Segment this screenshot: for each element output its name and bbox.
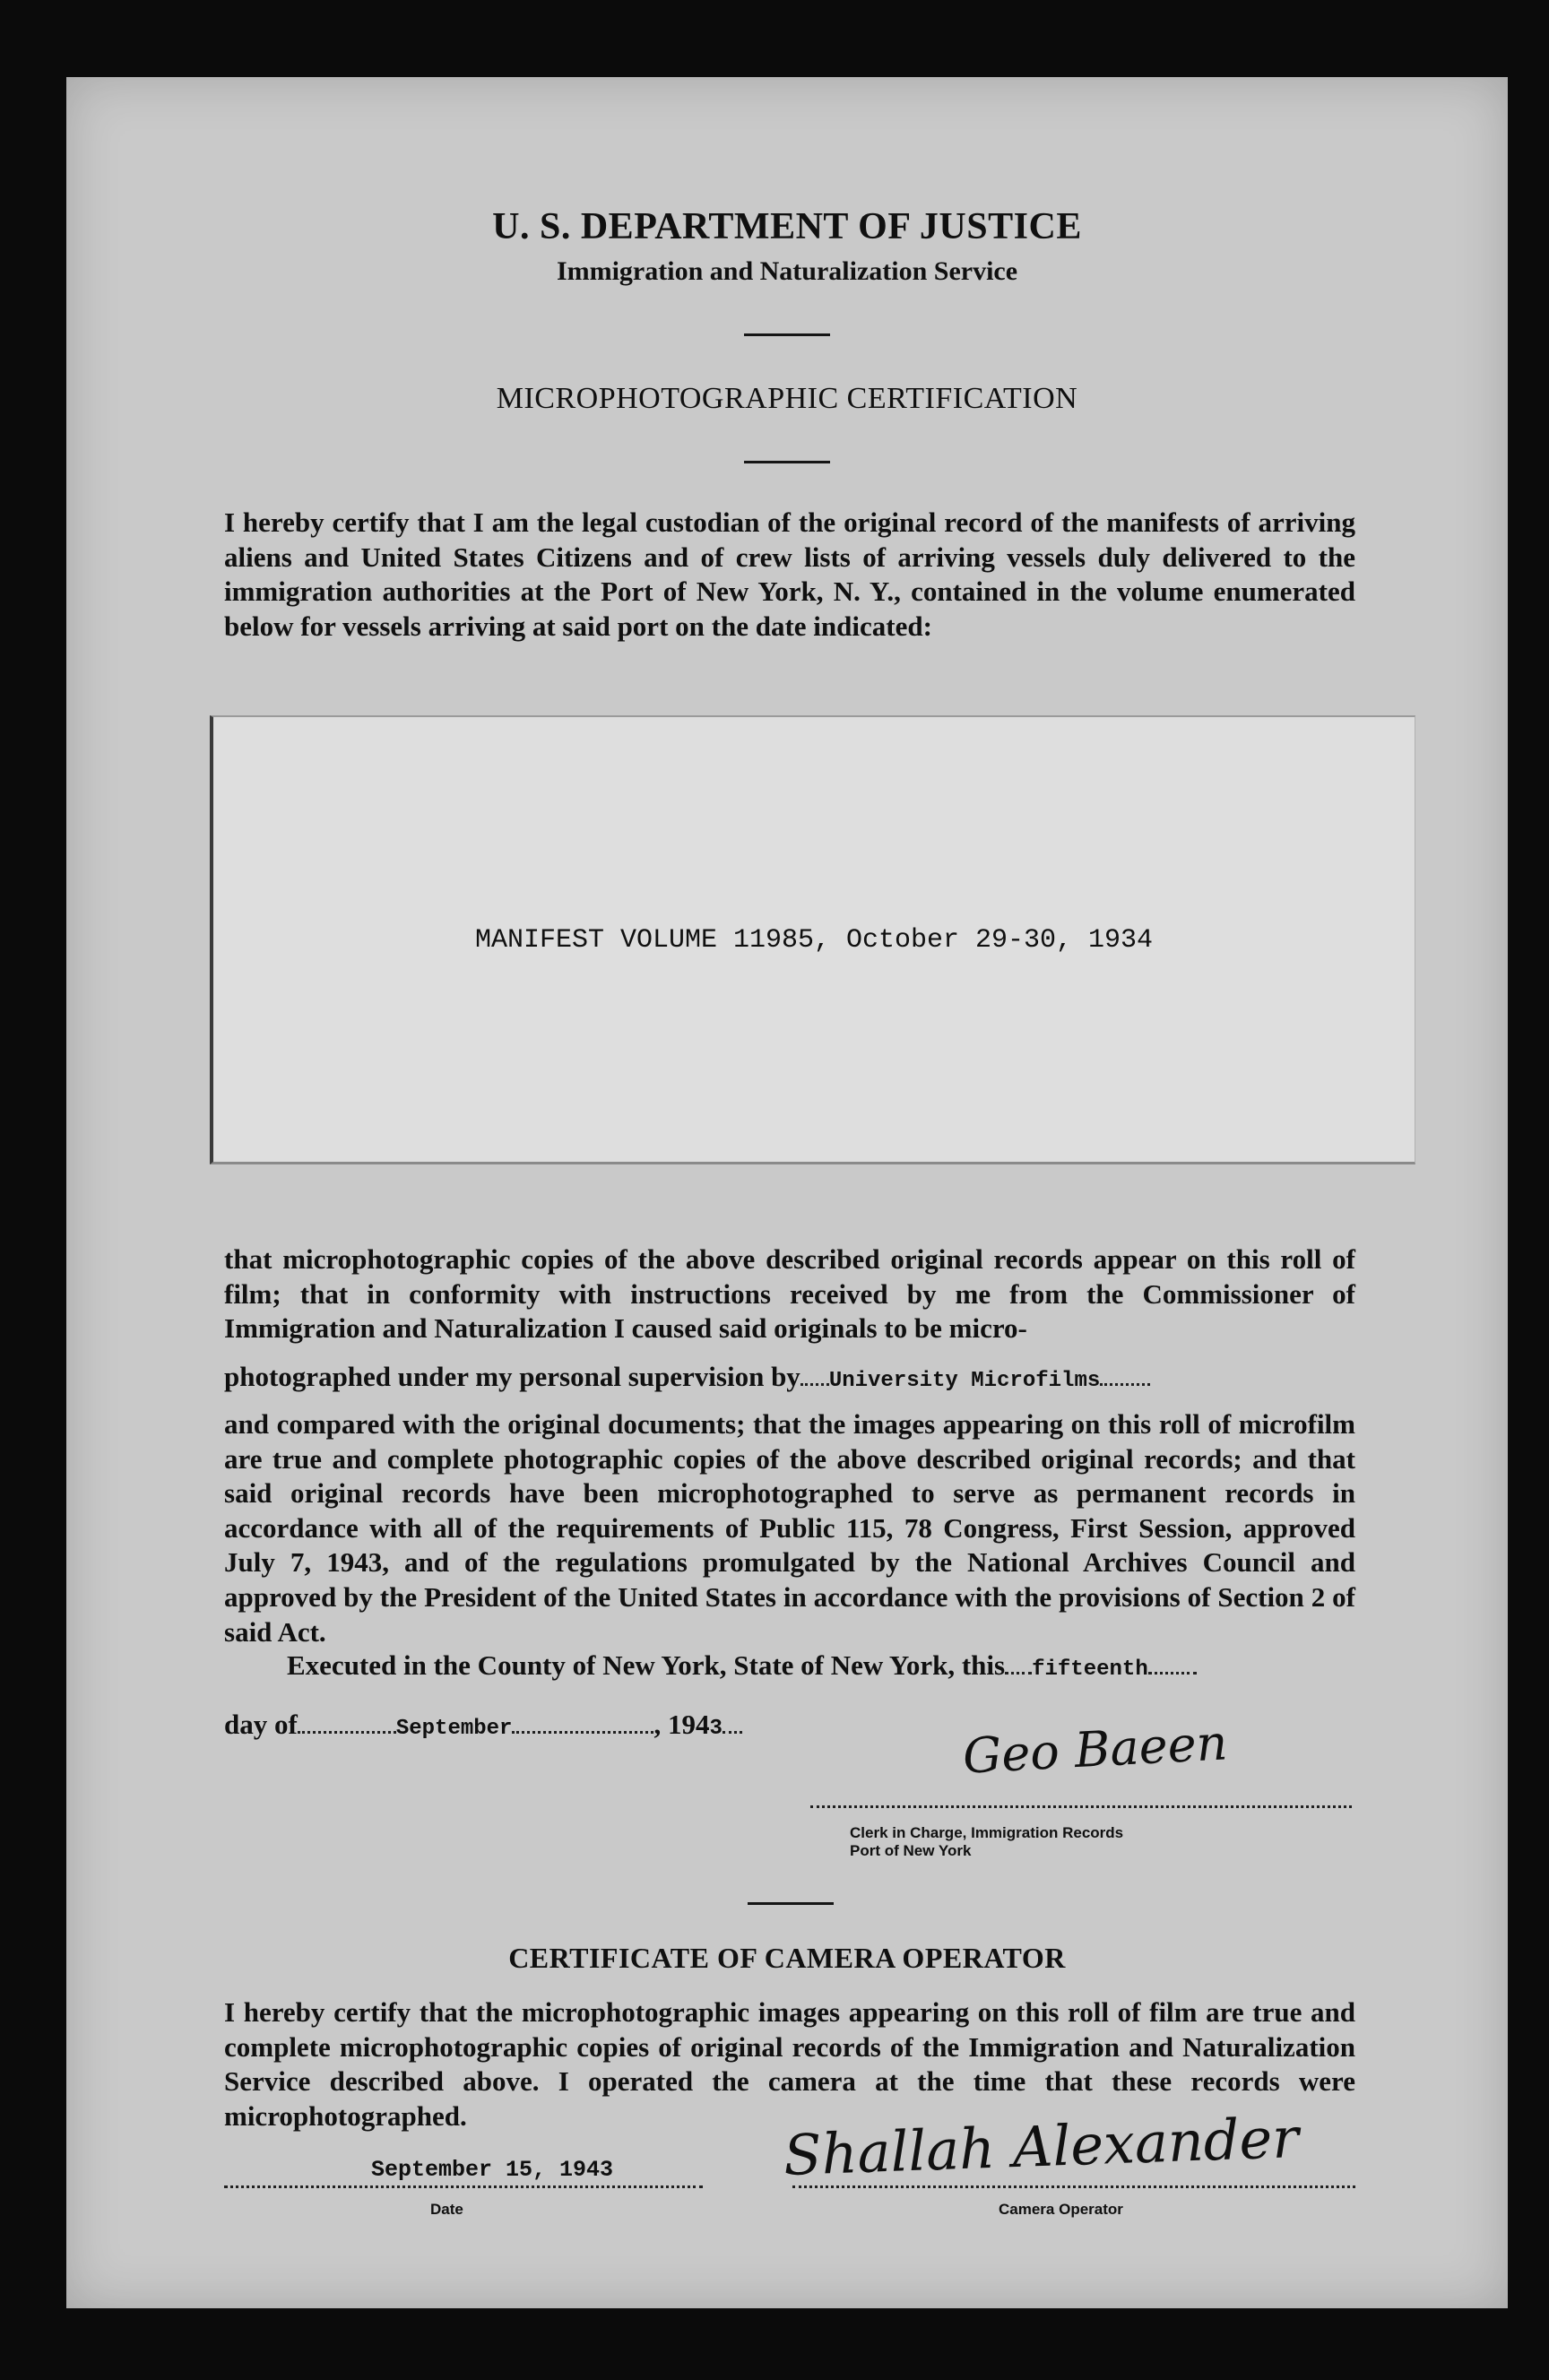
clerk-title-line1: Clerk in Charge, Immigration Records bbox=[850, 1824, 1124, 1841]
intro-paragraph: I hereby certify that I am the legal custodian of the original record of the manifests of arriving aliens and United States Citizens and of crew lists of arriving vessels duly delivered to the immigration authorities at the Port of New York, N. Y., contained in the volume enumerated below for vessels arriving at said port on the date indicated: bbox=[224, 506, 1355, 642]
clerk-title-line2: Port of New York bbox=[850, 1842, 972, 1859]
record-card bbox=[210, 715, 1415, 1164]
date-line bbox=[224, 1709, 742, 1741]
service-subtitle: Immigration and Naturalization Service bbox=[556, 256, 1018, 286]
divider bbox=[748, 1902, 834, 1905]
camera-date: September 15, 1943 bbox=[371, 2157, 614, 2183]
day-of-label: day of bbox=[224, 1709, 298, 1740]
camera-date-label: Date bbox=[430, 2201, 463, 2218]
camera-operator-signature-line bbox=[792, 2185, 1355, 2188]
certification-paragraph-part2: and compared with the original documents; that the images appearing on this roll of microfilm are true and complete photographic copies of the above described original records; and that said original records have been microphotographed to serve as permanent records in accordance with all of the requirements of Public 115, 78 Congress, First Session, approved July 7, 1943, and of the regulations promulgated by the National Archives Council and approved by the President of the United States in accordance with the provisions of Section 2 of said Act. bbox=[224, 1408, 1355, 1648]
camera-operator-heading: CERTIFICATE OF CAMERA OPERATOR bbox=[508, 1942, 1066, 1974]
certification-paragraph-part1: that microphotographic copies of the above described original records appear on this roll of film; that in conformity with instructions received by me from the Commissioner of Immigration and Naturalization I caused said originals to be micro- bbox=[224, 1243, 1355, 1345]
supervision-line bbox=[224, 1361, 1355, 1393]
execution-line bbox=[287, 1649, 1197, 1682]
supervision-prefix: photographed under my personal supervision by bbox=[224, 1361, 800, 1392]
execution-prefix: Executed in the County of New York, State of New York, this bbox=[287, 1649, 1006, 1681]
camera-operator-label: Camera Operator bbox=[999, 2201, 1123, 2218]
execution-year-digit: 3 bbox=[709, 1717, 723, 1741]
camera-operator-signature: Shallah Alexander bbox=[782, 2104, 1300, 2189]
execution-year-prefix: , 194 bbox=[653, 1709, 710, 1740]
clerk-signature-line bbox=[810, 1805, 1352, 1808]
divider bbox=[744, 333, 830, 336]
certificate-sheet bbox=[66, 77, 1508, 2308]
camera-operator-paragraph: I hereby certify that the microphotographic images appearing on this roll of film are true and complete microphotographic copies of original records of the Immigration and Naturalization Service described above. I operated the camera at the time that these records were microphotographed. bbox=[224, 1996, 1355, 2132]
clerk-signature: Geo Baeen bbox=[961, 1714, 1229, 1785]
certification-heading: MICROPHOTOGRAPHIC CERTIFICATION bbox=[496, 382, 1078, 415]
camera-date-line bbox=[224, 2185, 703, 2188]
execution-month: September bbox=[395, 1717, 513, 1741]
divider bbox=[744, 461, 830, 463]
manifest-volume-text: MANIFEST VOLUME 11985, October 29-30, 1934 bbox=[474, 925, 1154, 956]
supervisor-name: University Microfilms bbox=[828, 1369, 1101, 1393]
department-title: U. S. DEPARTMENT OF JUSTICE bbox=[492, 206, 1082, 247]
execution-day: fifteenth bbox=[1032, 1657, 1148, 1682]
